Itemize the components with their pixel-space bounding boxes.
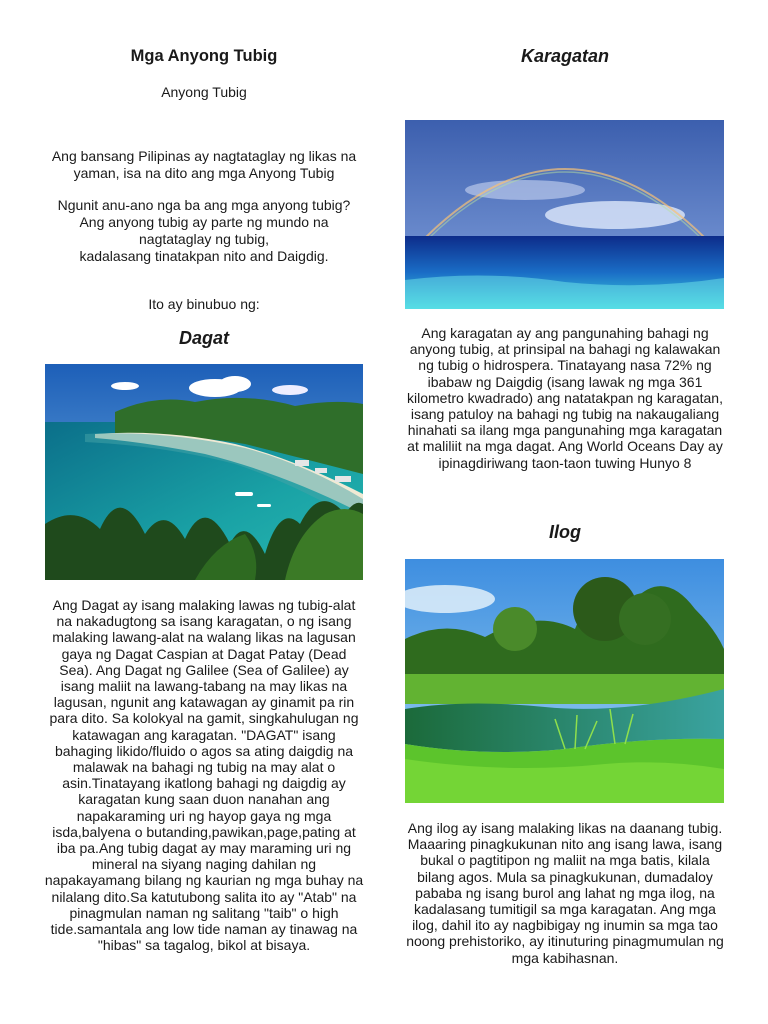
intro-question bbox=[44, 197, 364, 265]
dagat-image bbox=[45, 364, 363, 580]
dagat-paragraph: Ang Dagat ay isang malaking lawas ng tubig-alat na nakadugtong sa isang karagatan, o ng isang malaking lawang-alat na walang likas na lagusan gaya ng Dagat Caspian at Dagat Patay (Dead Sea). Ang Dagat ng Galilee (Sea of Galilee) ay isang maliit na lawang-tabang na may likas na lagusan, ngunit ang katawagan ay ginamit pa rin para dito. Sa kolokyal na gamit, singkahulugan ng katawagan ang karagatan. "DAGAT" isang bahaging likido/fluido o agos sa ating daigdig na malawak na bahagi ng tubig na may alat o asin.Tinatayang ikatlong bahagi ng daigdig ay karagatan kung saan duon nanahan ang napakaraming uri ng hayop gaya ng mga isda,balyena o butanding,pawikan,page,pating at iba pa.Ang tubig dagat ay may maraming uri ng mineral na siyang naging dahilan ng napakayamang bilang ng kaurian ng mga buhay na nilalang dito.Sa katutubong salita ito ay "Atab" na pinagmulan naman ng salitang "taib" o high tide.samantala ang low tide naman ay tinawag na "hibas" sa tagalog, bikol at bisaya. bbox=[44, 597, 364, 954]
intro-question-line: Ngunit anu-ano nga ba ang mga anyong tubig? bbox=[57, 197, 351, 213]
karagatan-image bbox=[405, 120, 724, 309]
ilog-heading: Ilog bbox=[549, 522, 581, 542]
karagatan-paragraph: Ang karagatan ay ang pangunahing bahagi ng anyong tubig, at prinsipal na bahagi ng kalawakan ng tubig o hidrospera. Tinatayang nasa 72% ng ibabaw ng Daigdig (isang lawak ng mga 361 kilometro kwadrado) ang natatakpan ng karagatan, isang patuloy na bahagi ng tubig na nakaugaliang hinahati sa ilang mga pangunahing mga karagatan at maliliit na mga dagat. Ang World Oceans Day ay ipinagdiriwang taon-taon tuwing Hunyo 8 bbox=[407, 325, 723, 471]
dagat-heading: Dagat bbox=[178, 328, 229, 348]
intro-list-lead: Ito ay binubuo ng: bbox=[148, 296, 260, 312]
ilog-paragraph: Ang ilog ay isang malaking likas na daanang tubig. Maaaring pinagkukunan nito ang isang lawa, isang bukal o pagtitipon ng maliit na mga batis, kilala bilang agos. Mula sa pinagkukunan, dumadaloy pababa ng isang burol ang lahat ng mga ilog, na kadalasang tumitigil sa mga karagatan. Ang mga ilog, dahil ito ay nagbibigay ng inumin sa mga tao noong prehistoriko, ay itinuturing pinagmumulan ng mga kabihasnan. bbox=[406, 820, 724, 966]
intro-paragraph: Ang bansang Pilipinas ay nagtataglay ng likas na yaman, isa na dito ang mga Anyong Tubig bbox=[51, 148, 357, 181]
left-column bbox=[44, 0, 364, 1024]
ilog-image bbox=[405, 559, 724, 803]
karagatan-heading: Karagatan bbox=[520, 46, 610, 66]
right-column bbox=[404, 0, 726, 1024]
intro-definition-line: kadalasang tinatakpan nito and Daigdig. bbox=[79, 248, 329, 264]
intro-definition-line: Ang anyong tubig ay parte ng mundo na nagtataglay ng tubig, bbox=[79, 214, 329, 247]
document-title: Mga Anyong Tubig bbox=[130, 47, 278, 65]
document-subtitle: Anyong Tubig bbox=[161, 84, 247, 100]
